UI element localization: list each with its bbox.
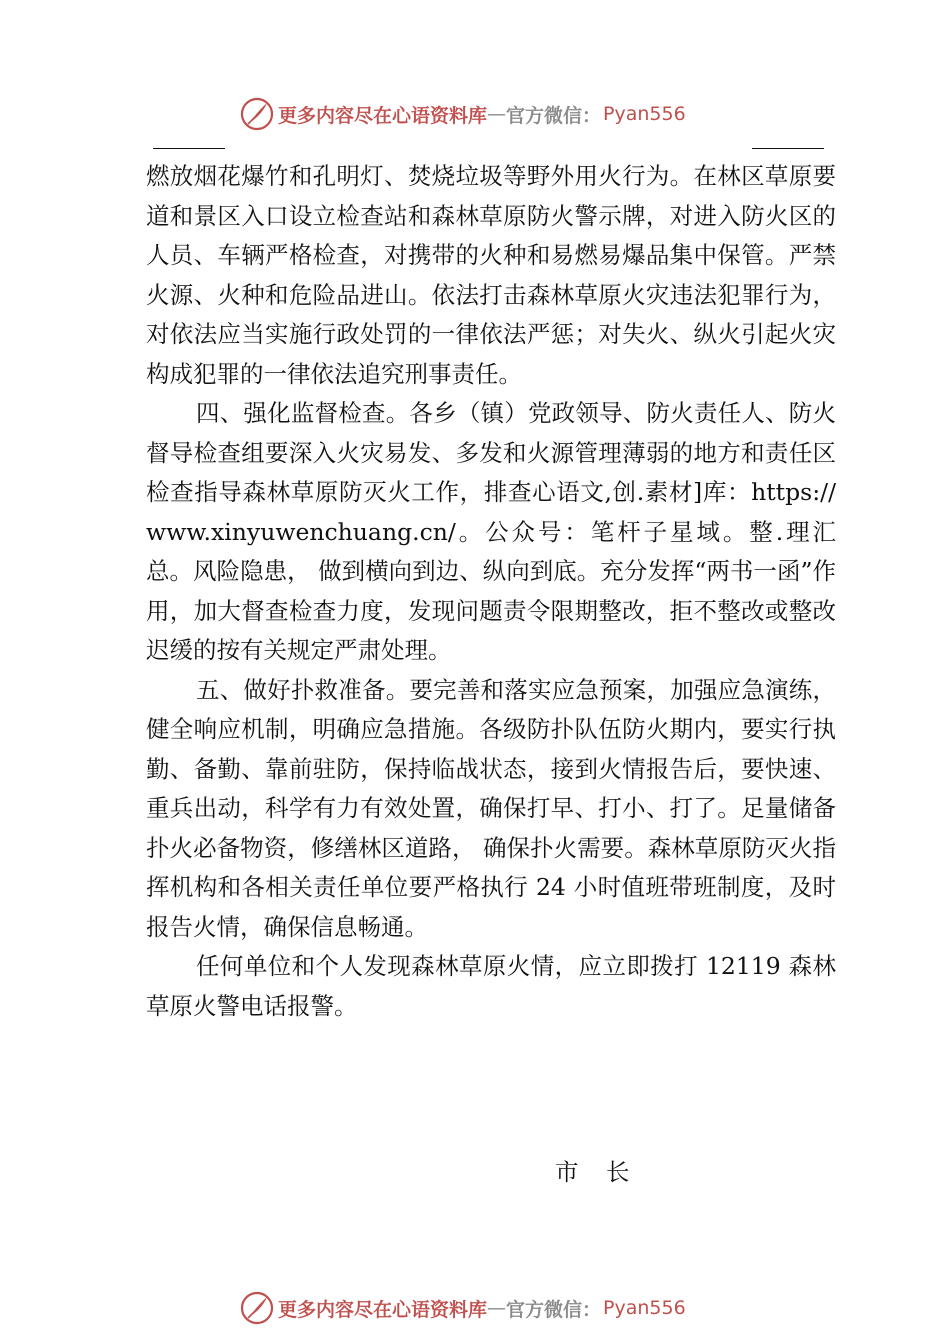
paragraph-continued: 燃放烟花爆竹和孔明灯、焚烧垃圾等野外用火行为。在林区草原要道和景区入口设立检查站和森林草原防火警示牌，对进入防火区的人员、车辆严格检查，对携带的火种和易燃易爆品集中保管。严禁火源、火种和危险品进山。依法打击森林草原火灾违法犯罪行为，对依法应当实施行政处罚的一律依法严惩；对失火、纵火引起火灾构成犯罪的一律依法追究刑事责任。 bbox=[146, 162, 836, 388]
quill-circle-logo-icon bbox=[240, 97, 274, 131]
watermark-dash: — bbox=[487, 103, 507, 125]
header-rule-left bbox=[153, 148, 225, 149]
quill-circle-logo-icon bbox=[240, 1291, 274, 1325]
header-watermark bbox=[240, 97, 686, 131]
watermark-brand-text: 更多内容尽在心语资料库 bbox=[278, 104, 488, 127]
watermark-label: 官方微信： bbox=[506, 1298, 602, 1321]
watermark-brand-text: 更多内容尽在心语资料库 bbox=[278, 1298, 488, 1321]
paragraph-report-fire: 任何单位和个人发现森林草原火情，应立即拨打 12119 森林草原火警电话报警。 bbox=[146, 952, 836, 1020]
paragraph-section-5: 五、做好扑救准备。要完善和落实应急预案，加强应急演练，健全响应机制，明确应急措施。各级防扑队伍防火期内，要实行执勤、备勤、靠前驻防，保持临战状态，接到火情报告后，要快速、重兵出动，科学有力有效处置，确保打早、打小、打了。足量储备扑火必备物资，修缮林区道路， 确保扑火需要。森林草原防灭火指挥机构和各相关责任单位要严格执行 24 小时值班带班制度，及时报告火情，确保信息畅通。 bbox=[146, 675, 836, 941]
footer-watermark bbox=[240, 1291, 686, 1325]
header-rule-right bbox=[752, 148, 824, 149]
signature-mayor: 市 长 bbox=[555, 1158, 640, 1186]
watermark-wechat-id: Pyan556 bbox=[603, 1297, 686, 1319]
watermark-label: 官方微信： bbox=[506, 104, 602, 127]
document-body bbox=[146, 157, 836, 1026]
watermark-dash: — bbox=[487, 1297, 507, 1319]
watermark-wechat-id: Pyan556 bbox=[603, 103, 686, 125]
paragraph-section-4: 四、强化监督检查。各乡（镇）党政领导、防火责任人、防火督导检查组要深入火灾易发、多发和火源管理薄弱的地方和责任区检查指导森林草原防灭火工作，排查心语文,创.素材]库：https://www.xinyuwenchuang.cn/。公众号：笔杆子星域。整.理汇总。风险隐患， 做到横向到边、纵向到底。充分发挥“两书一函”作用，加大督查检查力度，发现问题责令限期整改，拒不整改或整改迟缓的按有关规定严肃处理。 bbox=[146, 399, 836, 664]
